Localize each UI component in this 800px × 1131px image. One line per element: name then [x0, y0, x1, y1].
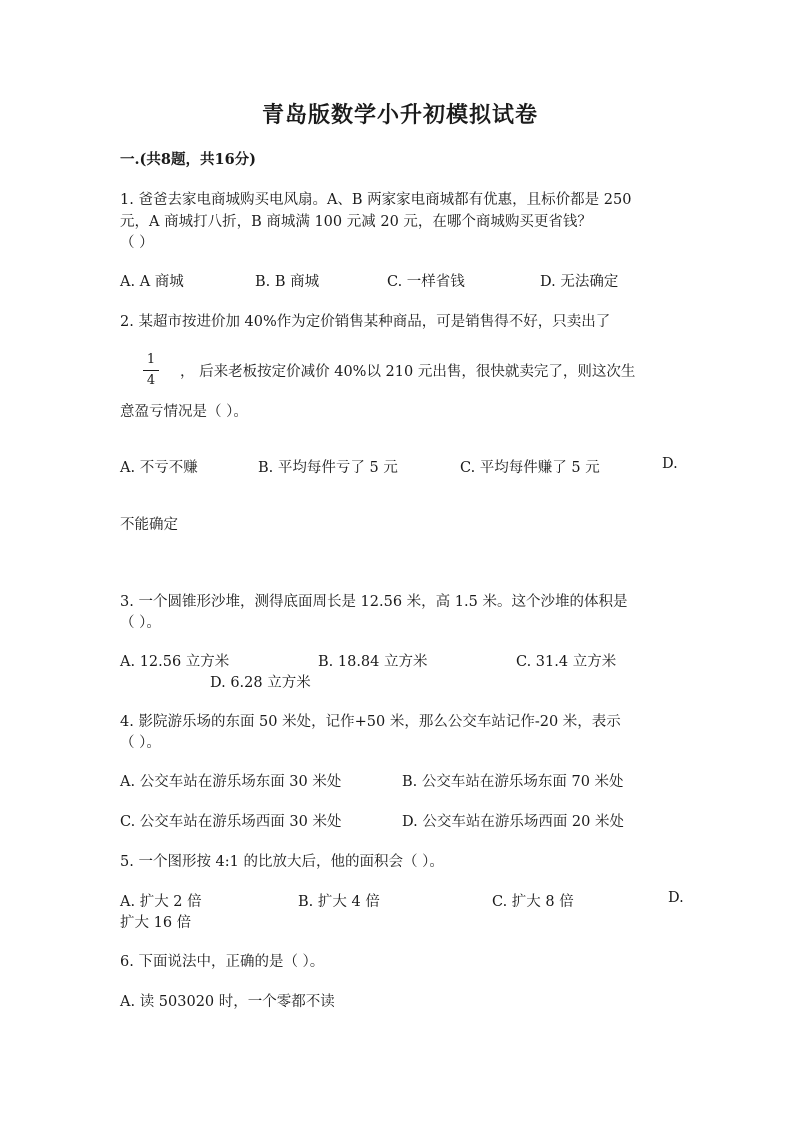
- q4-option-c: C. 公交车站在游乐场西面 30 米处: [120, 814, 342, 830]
- page-title: 青岛版数学小升初模拟试卷: [261, 102, 538, 128]
- q4-answer-blank: （ ）。: [120, 735, 161, 751]
- q4-option-a: A. 公交车站在游乐场东面 30 米处: [120, 774, 342, 790]
- q1-answer-blank: （ ）: [120, 235, 154, 251]
- q2-option-d-text: 不能确定: [120, 517, 178, 533]
- q5-option-a: A. 扩大 2 倍: [120, 894, 202, 910]
- fraction-denominator: 4: [146, 373, 156, 388]
- q4-option-d: D. 公交车站在游乐场西面 20 米处: [402, 814, 624, 830]
- q3-answer-blank: （ ）。: [120, 615, 161, 631]
- q2-option-b: B. 平均每件亏了 5 元: [258, 460, 398, 476]
- q5-option-b: B. 扩大 4 倍: [298, 894, 380, 910]
- q1-option-d: D. 无法确定: [540, 274, 619, 290]
- fraction-bar: [143, 370, 159, 371]
- q4-line-1: 4. 影院游乐场的东面 50 米处，记作+50 米，那么公交车站记作-20 米，表示: [120, 714, 621, 730]
- fraction-numerator: 1: [146, 352, 156, 367]
- q2-line-2: ， 后来老板按定价减价 40%以 210 元出售，很快就卖完了，则这次生: [180, 364, 636, 380]
- section-heading: 一.(共8题，共16分): [120, 151, 257, 168]
- q1-option-a: A. A 商城: [120, 274, 184, 290]
- q6-option-a: A. 读 503020 时，一个零都不读: [120, 994, 335, 1010]
- q1-line-2: 元，A 商城打八折，B 商城满 100 元减 20 元，在哪个商城购买更省钱？: [120, 214, 592, 230]
- q2-line-3: 意盈亏情况是（ ）。: [120, 404, 248, 420]
- q2-line-1: 2. 某超市按进价加 40%作为定价销售某种商品，可是销售得不好，只卖出了: [120, 314, 611, 330]
- q3-option-b: B. 18.84 立方米: [318, 654, 428, 670]
- q5-option-c: C. 扩大 8 倍: [492, 894, 574, 910]
- q2-fraction: [143, 352, 159, 389]
- q2-option-a: A. 不亏不赚: [120, 460, 198, 476]
- q3-line-1: 3. 一个圆锥形沙堆，测得底面周长是 12.56 米，高 1.5 米。这个沙堆的体积是: [120, 594, 628, 610]
- q5-line-1: 5. 一个图形按 4:1 的比放大后，他的面积会（ ）。: [120, 854, 444, 870]
- q1-line-1: 1. 爸爸去家电商城购买电风扇。A、B 两家家电商城都有优惠，且标价都是 250: [120, 192, 632, 208]
- q4-option-b: B. 公交车站在游乐场东面 70 米处: [402, 774, 624, 790]
- q5-option-d-text: 扩大 16 倍: [120, 915, 192, 931]
- q3-option-a: A. 12.56 立方米: [120, 654, 230, 670]
- q1-option-c: C. 一样省钱: [387, 274, 465, 290]
- q5-option-d: D.: [668, 890, 684, 906]
- q2-option-c: C. 平均每件赚了 5 元: [460, 460, 600, 476]
- q2-option-d: D.: [662, 456, 678, 472]
- q3-option-d: D. 6.28 立方米: [210, 675, 311, 691]
- q6-line-1: 6. 下面说法中，正确的是（ ）。: [120, 954, 325, 970]
- q3-option-c: C. 31.4 立方米: [516, 654, 617, 670]
- q1-option-b: B. B 商城: [255, 274, 320, 290]
